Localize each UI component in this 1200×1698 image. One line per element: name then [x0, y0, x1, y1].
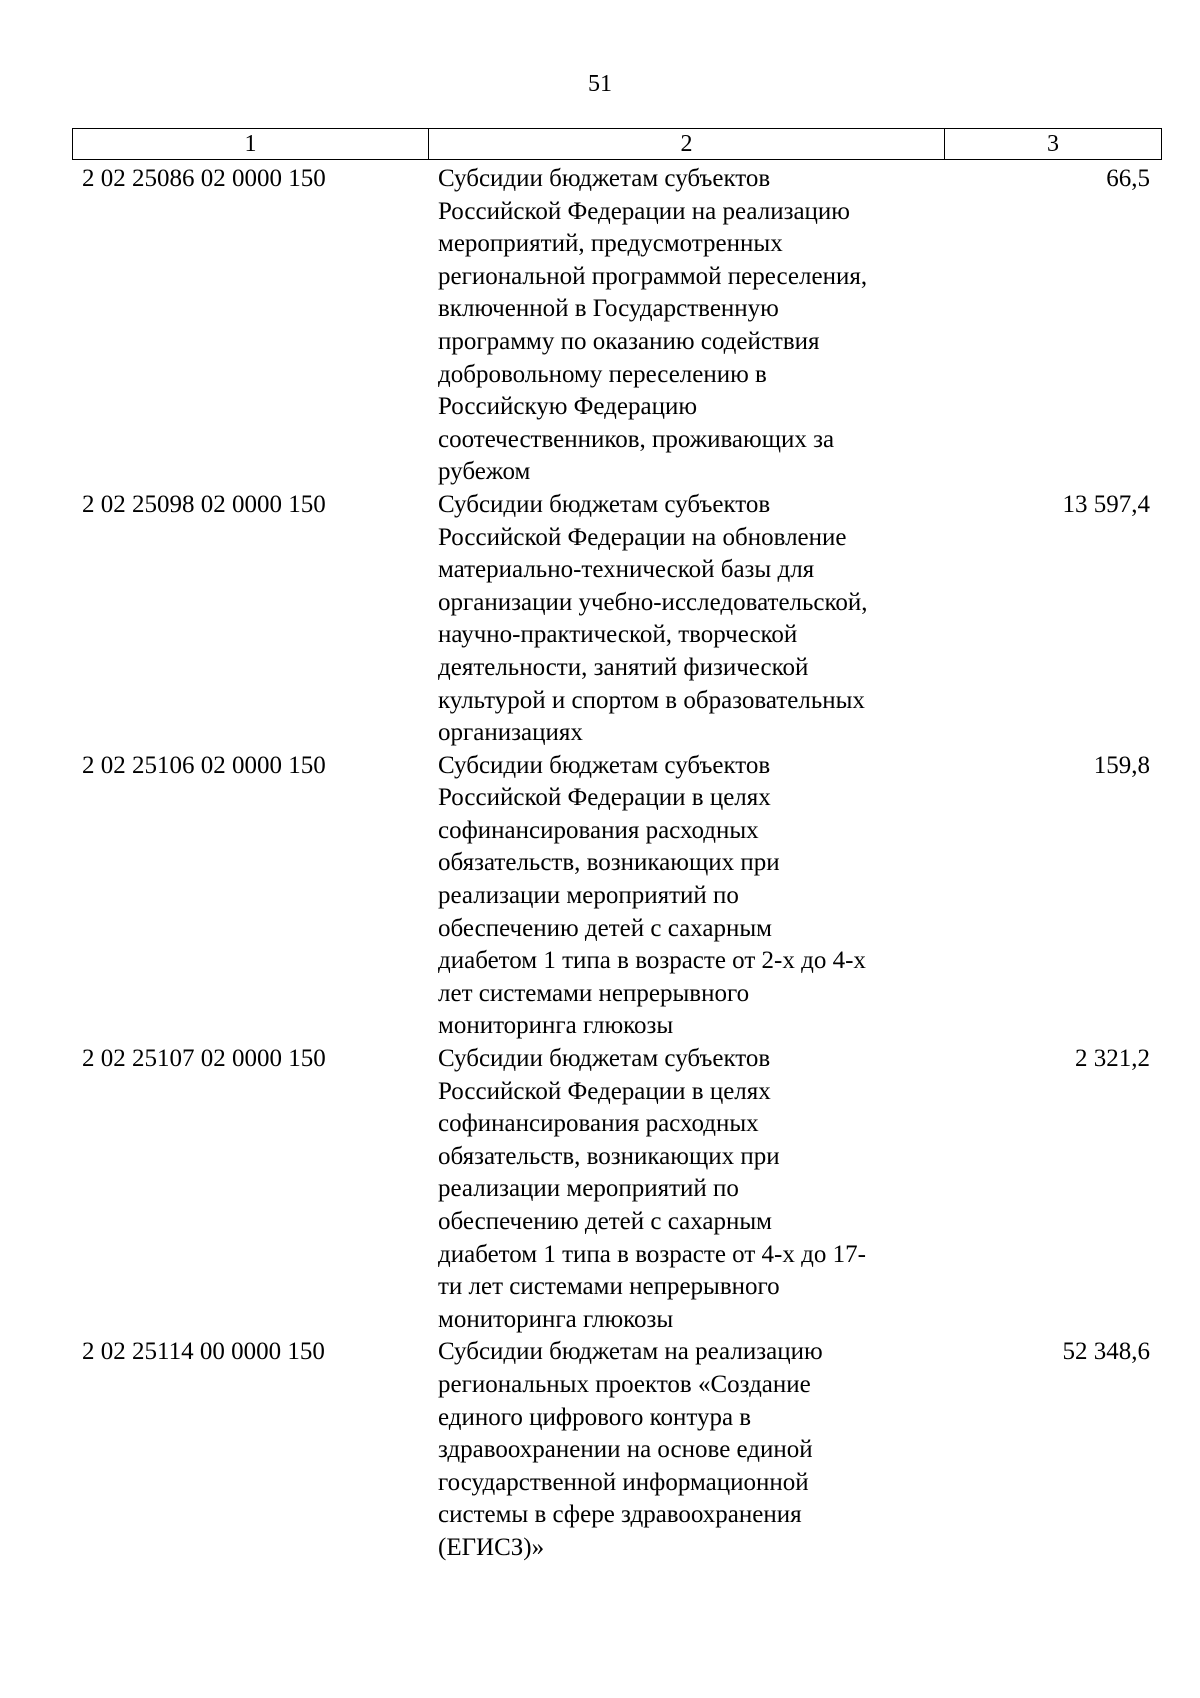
table-row — [72, 1043, 1162, 1336]
budget-code: 2 02 25114 00 0000 150 — [82, 1338, 325, 1366]
header-col-2: 2 — [429, 129, 945, 159]
amount: 159,8 — [1093, 751, 1150, 779]
table-row — [72, 1336, 1162, 1564]
amount: 2 321,2 — [1075, 1045, 1150, 1073]
table-body — [72, 163, 1162, 1565]
budget-code: 2 02 25098 02 0000 150 — [82, 490, 326, 518]
income-name: Субсидии бюджетам субъектов Российской Федерации на реализацию мероприятий, предусмотренных региональной программой переселения, включенной в Государственную программу по оказанию содействия добровольному переселению в Российскую Федерацию соотечественников, проживающих за рубежом — [438, 165, 868, 486]
table-row — [72, 750, 1162, 1043]
income-name: Субсидии бюджетам на реализацию региональных проектов «Создание единого цифрового контура в здравоохранении на основе единой государственной информационной системы в сфере здравоохранения (ЕГИСЗ)» — [438, 1338, 823, 1561]
header-col-1: 1 — [73, 129, 429, 159]
amount: 66,5 — [1106, 165, 1150, 192]
table-row — [72, 489, 1162, 750]
income-name: Субсидии бюджетам субъектов Российской Федерации на обновление материально-технической базы для организации учебно-исследовательской, научно-практической, творческой деятельности, занятий физической культурой и спортом в образовательных организациях — [438, 490, 868, 747]
income-name: Субсидии бюджетам субъектов Российской Федерации в целях софинансирования расходных обязательств, возникающих при реализации мероприятий по обеспечению детей с сахарным диабетом 1 типа в возрасте от 2-х до 4-х лет системами непрерывного мониторинга глюкозы — [438, 751, 866, 1040]
header-col-3: 3 — [1047, 131, 1059, 157]
budget-code: 2 02 25106 02 0000 150 — [82, 751, 326, 779]
page-number: 51 — [588, 71, 612, 97]
table-header — [72, 128, 1162, 160]
budget-code: 2 02 25086 02 0000 150 — [82, 165, 326, 192]
budget-code: 2 02 25107 02 0000 150 — [82, 1045, 326, 1073]
table-row — [72, 163, 1162, 489]
income-name: Субсидии бюджетам субъектов Российской Федерации в целях софинансирования расходных обязательств, возникающих при реализации мероприятий по обеспечению детей с сахарным диабетом 1 типа в возрасте от 4-х до 17- ти лет системами непрерывного мониторинга глюкозы — [438, 1045, 866, 1333]
amount: 13 597,4 — [1062, 490, 1150, 518]
amount: 52 348,6 — [1062, 1338, 1150, 1366]
